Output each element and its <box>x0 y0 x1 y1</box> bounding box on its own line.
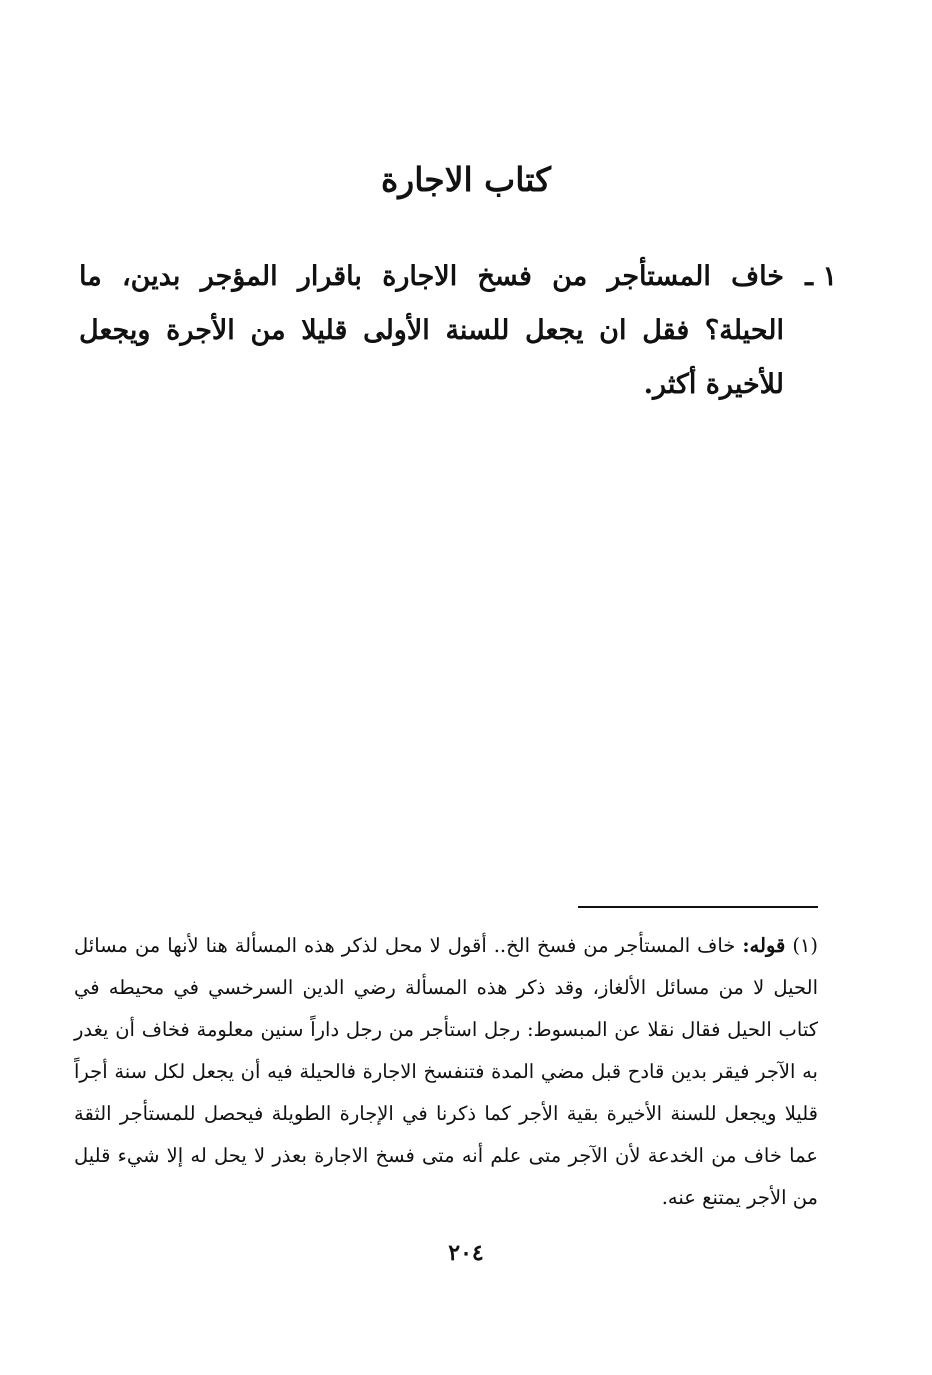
entry-number: ١ ـ <box>805 261 837 292</box>
footnote-lead: قوله: <box>742 934 786 957</box>
footnote-divider <box>578 906 818 908</box>
page-number: ٢٠٤ <box>448 1240 484 1266</box>
entry-text: خاف المستأجر من فسخ الاجارة باقرار المؤجر بدين، ما الحيلة؟ فقل ان يجعل للسنة الأولى قليلا من الأجرة ويجعل للأخيرة أكثر. <box>79 261 784 400</box>
chapter-title: كتاب الاجارة <box>381 160 551 199</box>
footnote-text: خاف المستأجر من فسخ الخ.. أقول لا محل لذكر هذه المسألة هنا لأنها من مسائل الحيل لا من مسائل الألغاز، وقد ذكر هذه المسألة رضي الدين السرخسي في محيطه في كتاب الحيل فقال نقلا عن المبسوط: رجل استأجر من رجل داراً سنين معلومة فخاف أن يغدر به الآجر فيقر بدين قادح قبل مضي المدة فتنفسخ الاجارة فالحيلة فيه أن يجعل لكل سنة أجراً قليلا ويجعل للسنة الأخيرة بقية الأجر كما ذكرنا في الإجارة الطويلة فيحصل للمستأجر الثقة عما خاف من الخدعة لأن الآجر متى علم أنه متى فسخ الاجارة بعذر لا يحل له إلا شيء قليل من الأجر يمتنع عنه. <box>74 934 818 1209</box>
footnote <box>74 925 818 1219</box>
footnote-marker: (١) <box>792 934 819 957</box>
